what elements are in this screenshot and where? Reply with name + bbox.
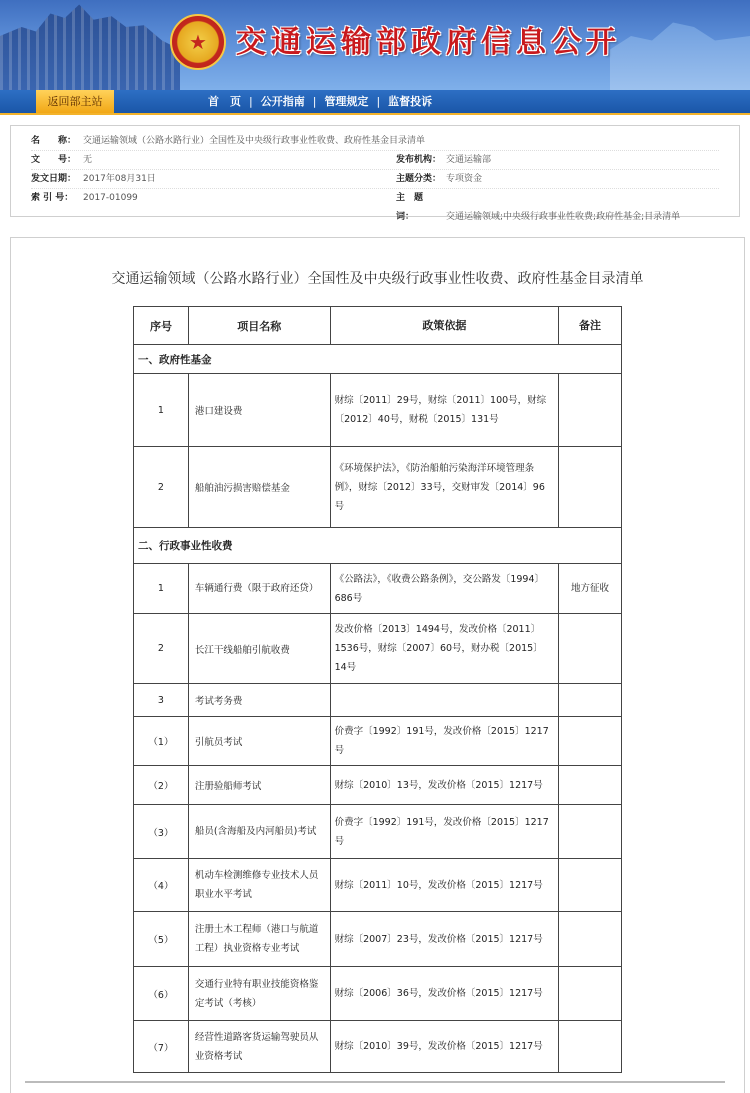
meta-label: 索 引 号：	[31, 193, 74, 203]
meta-label: 发文日期：	[31, 174, 77, 184]
table-row	[134, 684, 622, 717]
nav-menu	[200, 90, 440, 113]
row-name: 长江干线船舶引航收费	[188, 614, 330, 684]
row-note	[559, 912, 622, 967]
meta-label: 发布机构：	[396, 155, 442, 165]
row-name: 引航员考试	[188, 717, 330, 766]
section-title: 一、政府性基金	[134, 345, 622, 374]
table-row	[134, 766, 622, 805]
table-row	[134, 805, 622, 859]
row-note	[559, 684, 622, 717]
fee-catalog-table	[133, 306, 622, 1073]
row-number: （2）	[134, 766, 189, 805]
meta-label: 主 题 词：	[396, 193, 433, 222]
banner-building-image	[610, 0, 750, 90]
row-basis: 财综〔2007〕23号，发改价格〔2015〕1217号	[330, 912, 559, 967]
row-note	[559, 374, 622, 447]
row-name: 船舶油污损害赔偿基金	[188, 447, 330, 528]
table-header-row	[134, 307, 622, 345]
table-row	[134, 564, 622, 614]
nav-separator: |	[249, 95, 253, 108]
nav-item-home[interactable]: 首 页	[208, 95, 241, 108]
row-number: （3）	[134, 805, 189, 859]
column-header: 政策依据	[330, 307, 559, 345]
row-note: 地方征收	[559, 564, 622, 614]
row-note	[559, 766, 622, 805]
banner-city-image	[0, 0, 180, 90]
row-name: 港口建设费	[188, 374, 330, 447]
meta-label: 主题分类：	[396, 174, 442, 184]
row-name: 考试考务费	[188, 684, 330, 717]
national-emblem-icon	[170, 14, 226, 70]
site-title: 交通运输部政府信息公开	[236, 25, 621, 60]
meta-row-date	[31, 170, 719, 189]
column-header: 备注	[559, 307, 622, 345]
table-row	[134, 1021, 622, 1073]
row-basis: 财综〔2011〕10号，发改价格〔2015〕1217号	[330, 859, 559, 912]
meta-subject	[396, 189, 680, 227]
row-note	[559, 614, 622, 684]
meta-value: 无	[83, 155, 93, 165]
column-header: 项目名称	[188, 307, 330, 345]
row-note	[559, 859, 622, 912]
meta-row-docno	[31, 151, 719, 170]
meta-label: 名 称：	[31, 136, 77, 146]
table-row	[134, 447, 622, 528]
nav-separator: |	[376, 95, 381, 108]
row-basis: 财综〔2011〕29号，财综〔2011〕100号，财综〔2012〕40号，财税〔2015〕131号	[330, 374, 559, 447]
footer-divider	[25, 1081, 725, 1083]
section-row	[134, 345, 622, 374]
row-note	[559, 447, 622, 528]
row-basis: 发改价格〔2013〕1494号，发改价格〔2011〕1536号，财综〔2007〕60号，财办税〔2015〕14号	[330, 614, 559, 684]
nav-item-regulations[interactable]: 管理规定	[324, 95, 369, 108]
row-basis: 价费字〔1992〕191号，发改价格〔2015〕1217号	[330, 805, 559, 859]
meta-category	[396, 170, 482, 189]
row-number: （4）	[134, 859, 189, 912]
row-number: （5）	[134, 912, 189, 967]
row-name: 注册土木工程师（港口与航道工程）执业资格专业考试	[188, 912, 330, 967]
table-row	[134, 967, 622, 1021]
table-row	[134, 614, 622, 684]
row-note	[559, 967, 622, 1021]
row-name: 车辆通行费（限于政府还贷）	[188, 564, 330, 614]
row-number: 3	[134, 684, 189, 717]
column-header: 序号	[134, 307, 189, 345]
document-title: 交通运输领域（公路水路行业）全国性及中央级行政事业性收费、政府性基金目录清单	[111, 271, 644, 287]
nav-item-complaints[interactable]: 监督投诉	[388, 95, 433, 108]
meta-row-index	[31, 189, 719, 222]
document-meta-box	[10, 125, 740, 222]
section-row	[134, 528, 622, 564]
row-name: 机动车检测维修专业技术人员职业水平考试	[188, 859, 330, 912]
row-number: 2	[134, 614, 189, 684]
meta-row-name	[31, 132, 719, 151]
meta-label: 文 号：	[31, 155, 77, 165]
row-basis: 价费字〔1992〕191号，发改价格〔2015〕1217号	[330, 717, 559, 766]
row-note	[559, 805, 622, 859]
row-basis	[330, 684, 559, 717]
row-name: 交通行业特有职业技能资格鉴定考试（考核）	[188, 967, 330, 1021]
row-name: 注册验船师考试	[188, 766, 330, 805]
row-number: 2	[134, 447, 189, 528]
row-name: 经营性道路客货运输驾驶员从业资格考试	[188, 1021, 330, 1073]
table-row	[134, 859, 622, 912]
table-row	[134, 374, 622, 447]
table-row	[134, 717, 622, 766]
nav-separator: |	[312, 95, 317, 108]
row-note	[559, 717, 622, 766]
meta-value: 专项资金	[446, 174, 483, 184]
row-number: （6）	[134, 967, 189, 1021]
section-title: 二、行政事业性收费	[134, 528, 622, 564]
row-basis: 财综〔2010〕39号，发改价格〔2015〕1217号	[330, 1021, 559, 1073]
meta-value: 交通运输领域（公路水路行业）全国性及中央级行政事业性收费、政府性基金目录清单	[83, 136, 426, 146]
row-number: 1	[134, 374, 189, 447]
row-basis: 财综〔2010〕13号，发改价格〔2015〕1217号	[330, 766, 559, 805]
row-number: （7）	[134, 1021, 189, 1073]
row-basis: 《公路法》，《收费公路条例》，交公路发〔1994〕686号	[330, 564, 559, 614]
row-name: 船员(含海船及内河船员)考试	[188, 805, 330, 859]
table-row	[134, 912, 622, 967]
row-basis: 财综〔2006〕36号，发改价格〔2015〕1217号	[330, 967, 559, 1021]
meta-value: 2017年08月31日	[83, 174, 156, 184]
meta-issuer	[396, 151, 491, 170]
row-number: 1	[134, 564, 189, 614]
nav-bar	[0, 90, 750, 115]
meta-value: 交通运输领域;中央级行政事业性收费;政府性基金;目录清单	[446, 212, 681, 222]
document-content	[10, 237, 745, 1093]
nav-item-guide[interactable]: 公开指南	[260, 95, 305, 108]
header-banner	[0, 0, 750, 90]
row-basis: 《环境保护法》，《防治船舶污染海洋环境管理条例》，财综〔2012〕33号，交财审发〔2014〕96号	[330, 447, 559, 528]
meta-value: 2017-01099	[83, 193, 138, 203]
meta-value: 交通运输部	[446, 155, 492, 165]
back-to-main-site-button[interactable]: 返回部主站	[36, 90, 114, 113]
row-note	[559, 1021, 622, 1073]
row-number: （1）	[134, 717, 189, 766]
